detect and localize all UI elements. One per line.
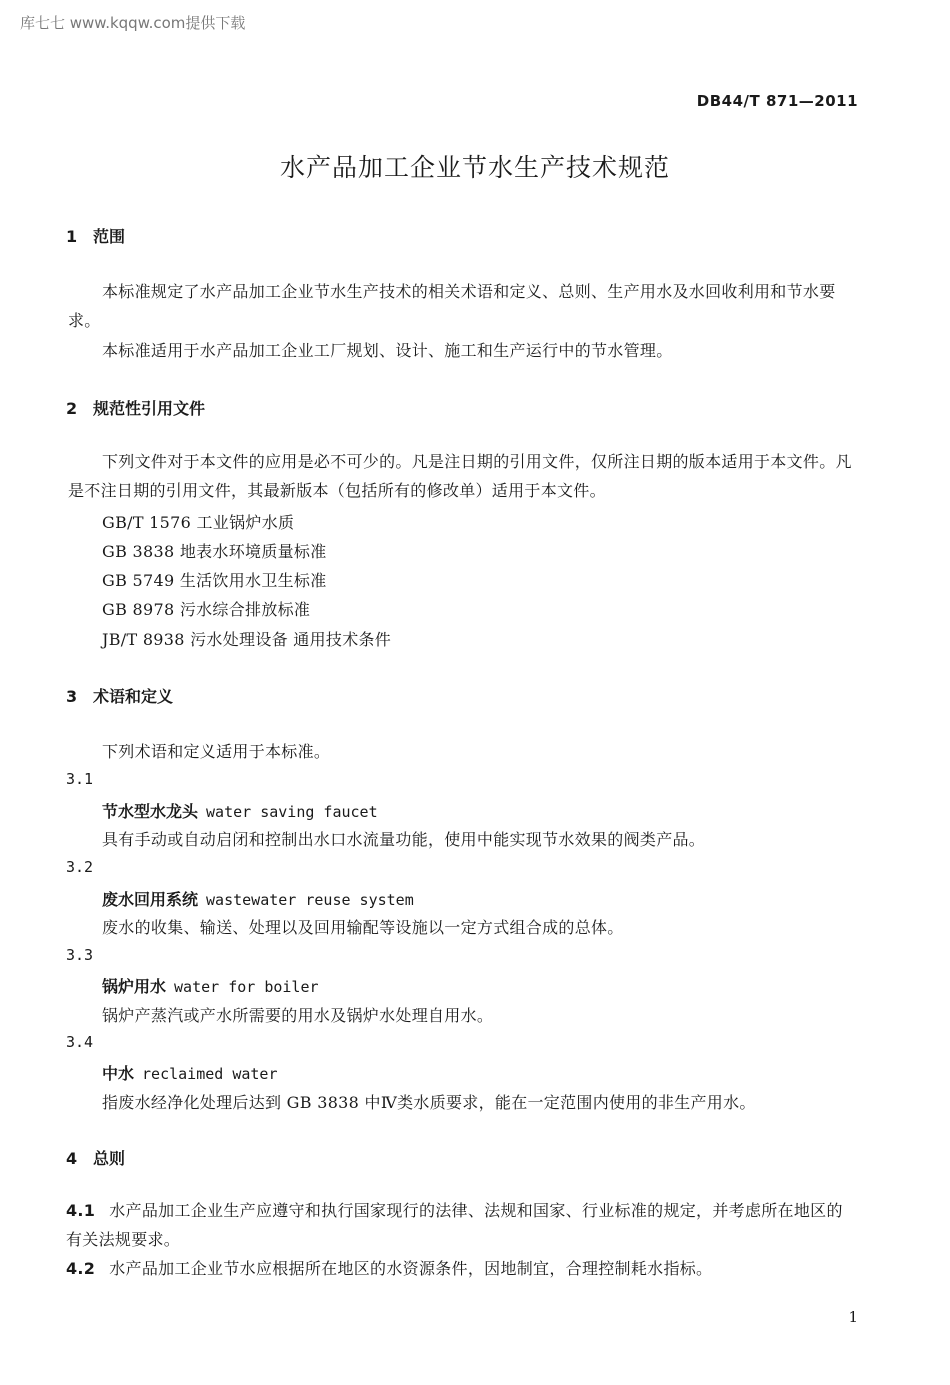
term-number: 3.3 <box>66 946 94 964</box>
term-zh: 节水型水龙头 <box>102 802 199 821</box>
term-number: 3.2 <box>66 858 94 876</box>
term-name <box>102 887 414 910</box>
clause-text: 水产品加工企业生产应遵守和执行国家现行的法律、法规和国家、行业标准的规定，并考虑所在地区的有关法规要求。 <box>66 1201 843 1249</box>
paragraph: 下列文件对于本文件的应用是必不可少的。凡是注日期的引用文件，仅所注日期的版本适用于本文件。凡是不注日期的引用文件，其最新版本（包括所有的修改单）适用于本文件。 <box>68 452 852 500</box>
section-3-heading <box>66 684 173 707</box>
term-en: water for boiler <box>174 978 319 996</box>
page-number: 1 <box>848 1308 858 1326</box>
section-title: 术语和定义 <box>93 687 174 706</box>
section-number: 3 <box>66 687 78 706</box>
clause <box>66 1254 858 1283</box>
section-number: 1 <box>66 227 78 246</box>
paragraph: 本标准适用于水产品加工企业工厂规划、设计、施工和生产运行中的节水管理。 <box>102 341 673 360</box>
document-title: 水产品加工企业节水生产技术规范 <box>279 153 670 182</box>
section-title: 规范性引用文件 <box>93 399 206 418</box>
reference-item: JB/T 8938 污水处理设备 通用技术条件 <box>102 630 392 649</box>
term-zh: 中水 <box>102 1064 135 1083</box>
term-definition: 废水的收集、输送、处理以及回用输配等设施以一定方式组合成的总体。 <box>102 918 624 937</box>
clause-text: 水产品加工企业节水应根据所在地区的水资源条件，因地制宜，合理控制耗水指标。 <box>109 1259 713 1278</box>
clause-number: 4.1 <box>66 1201 96 1220</box>
term-en: reclaimed water <box>142 1065 278 1083</box>
reference-item: GB/T 1576 工业锅炉水质 <box>102 513 295 532</box>
term-definition: 指废水经净化处理后达到 GB 3838 中Ⅳ类水质要求，能在一定范围内使用的非生产用水。 <box>102 1093 756 1112</box>
term-definition: 具有手动或自动启闭和控制出水口水流量功能，使用中能实现节水效果的阀类产品。 <box>102 830 706 849</box>
clause-number: 4.2 <box>66 1259 96 1278</box>
term-en: wastewater reuse system <box>206 891 414 909</box>
standard-number: DB44/T 871—2011 <box>696 92 858 110</box>
section-number: 2 <box>66 399 78 418</box>
reference-item: GB 5749 生活饮用水卫生标准 <box>102 571 327 590</box>
term-number: 3.4 <box>66 1033 94 1051</box>
watermark-text: 库七七 www.kqqw.com提供下载 <box>20 14 246 32</box>
term-definition: 锅炉产蒸汽或产水所需要的用水及锅炉水处理自用水。 <box>102 1006 494 1025</box>
reference-item: GB 3838 地表水环境质量标准 <box>102 542 327 561</box>
term-en: water saving faucet <box>206 803 378 821</box>
term-name <box>102 974 319 997</box>
term-name <box>102 1061 277 1084</box>
term-number: 3.1 <box>66 770 94 788</box>
section-title: 范围 <box>93 227 126 246</box>
term-name <box>102 799 378 822</box>
section-4-heading <box>66 1146 125 1169</box>
section-2-heading <box>66 396 205 419</box>
paragraph: 本标准规定了水产品加工企业节水生产技术的相关术语和定义、总则、生产用水及水回收利用和节水要求。 <box>68 282 836 330</box>
section-title: 总则 <box>93 1149 126 1168</box>
section-number: 4 <box>66 1149 78 1168</box>
section-1-heading <box>66 224 125 247</box>
clause <box>66 1196 858 1254</box>
term-zh: 锅炉用水 <box>102 977 167 996</box>
paragraph: 下列术语和定义适用于本标准。 <box>102 742 331 761</box>
reference-item: GB 8978 污水综合排放标准 <box>102 600 311 619</box>
term-zh: 废水回用系统 <box>102 890 199 909</box>
